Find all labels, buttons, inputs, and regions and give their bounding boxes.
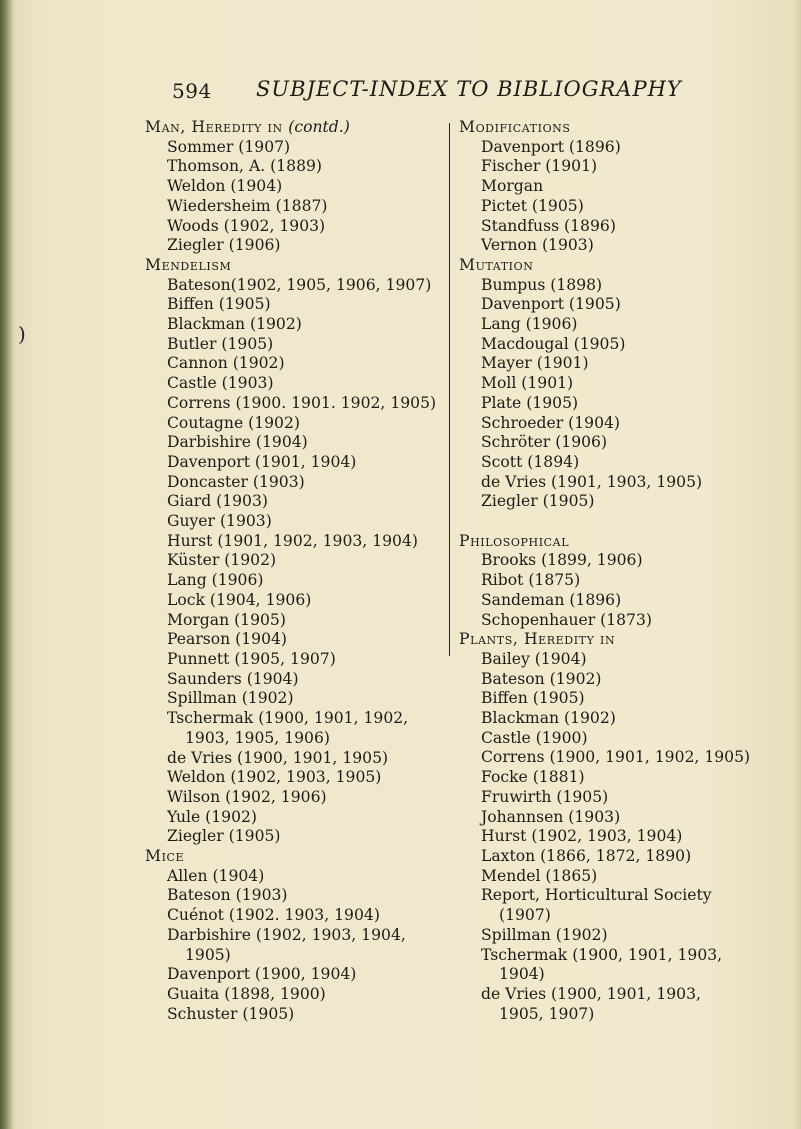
index-entry: Schröter (1906) bbox=[481, 433, 608, 452]
index-heading-label: Mendelism bbox=[145, 255, 232, 274]
index-entry: Castle (1900) bbox=[481, 728, 588, 747]
index-heading-label: Modifications bbox=[459, 118, 571, 136]
index-entry: Brooks (1899, 1906) bbox=[481, 551, 643, 570]
index-entry: Fruwirth (1905) bbox=[481, 787, 609, 806]
page-number: 594 bbox=[172, 79, 212, 103]
index-entry: Macdougal (1905) bbox=[481, 334, 626, 353]
index-entry: Guaita (1898, 1900) bbox=[167, 984, 326, 1003]
index-entry: Fischer (1901) bbox=[481, 157, 598, 176]
index-entry: Tschermak (1900, 1901, 1902, bbox=[167, 709, 409, 728]
index-entry: Punnett (1905, 1907) bbox=[167, 649, 336, 668]
index-entry: Morgan bbox=[481, 177, 544, 196]
index-entry: Yule (1902) bbox=[167, 807, 258, 826]
index-entry: Scott (1894) bbox=[481, 452, 580, 471]
index-entry: Correns (1900, 1901, 1902, 1905) bbox=[481, 748, 751, 767]
index-heading-label: Mice bbox=[145, 847, 185, 866]
index-entry: Morgan (1905) bbox=[167, 610, 286, 629]
index-entry: Hurst (1901, 1902, 1903, 1904) bbox=[167, 531, 418, 550]
index-entry: Cuénot (1902. 1903, 1904) bbox=[167, 906, 380, 925]
index-entry: Bumpus (1898) bbox=[481, 275, 603, 294]
index-entry: de Vries (1900, 1901, 1905) bbox=[167, 748, 389, 767]
index-entry: Woods (1902, 1903) bbox=[167, 216, 326, 235]
index-entry: Tschermak (1900, 1901, 1903, bbox=[481, 945, 723, 964]
index-entry: Spillman (1902) bbox=[481, 925, 608, 944]
index-entry: Correns (1900. 1901. 1902, 1905) bbox=[167, 393, 437, 412]
index-heading-continued: (contd.) bbox=[288, 118, 350, 136]
index-entry-continuation: 1905, 1907) bbox=[499, 1004, 595, 1023]
index-entry: Castle (1903) bbox=[167, 374, 274, 393]
index-entry: Weldon (1904) bbox=[167, 177, 283, 196]
page-right-edge bbox=[791, 0, 801, 1129]
index-entry: Küster (1902) bbox=[167, 551, 277, 570]
index-heading-label: Man, Heredity in bbox=[145, 118, 283, 136]
index-entry-continuation: (1907) bbox=[499, 906, 551, 925]
index-entry: Giard (1903) bbox=[167, 492, 268, 511]
index-entry: Schroeder (1904) bbox=[481, 413, 621, 432]
index-entry: Butler (1905) bbox=[167, 334, 274, 353]
index-entry: Mayer (1901) bbox=[481, 354, 589, 373]
index-heading bbox=[459, 630, 789, 650]
index-entry: Lang (1906) bbox=[481, 315, 578, 334]
index-entry: Schuster (1905) bbox=[167, 1004, 295, 1023]
running-title: SUBJECT-INDEX TO BIBLIOGRAPHY bbox=[256, 77, 682, 101]
index-entry: Pictet (1905) bbox=[481, 196, 584, 215]
index-entry-continuation: 1903, 1905, 1906) bbox=[185, 728, 330, 747]
index-entry: Standfuss (1896) bbox=[481, 216, 616, 235]
index-entry: Davenport (1905) bbox=[481, 295, 621, 314]
index-entry-continuation: 1905) bbox=[185, 945, 231, 964]
index-entry: Report, Horticultural Society bbox=[481, 886, 712, 905]
index-entry: Bateson(1902, 1905, 1906, 1907) bbox=[167, 275, 432, 294]
page-binding-edge bbox=[0, 0, 14, 1129]
index-entry: Darbishire (1902, 1903, 1904, bbox=[167, 925, 406, 944]
index-entry: Bateson (1902) bbox=[481, 669, 602, 688]
index-entry: Ribot (1875) bbox=[481, 571, 581, 590]
index-heading-label: Mutation bbox=[459, 255, 534, 274]
index-entry: de Vries (1900, 1901, 1903, bbox=[481, 984, 701, 1003]
index-entry: Cannon (1902) bbox=[167, 354, 285, 373]
index-entry: Mendel (1865) bbox=[481, 866, 598, 885]
index-entry: Thomson, A. (1889) bbox=[167, 157, 322, 176]
page-header bbox=[172, 77, 692, 103]
index-heading-label: Philosophical bbox=[459, 531, 570, 550]
index-heading bbox=[459, 532, 789, 552]
index-entry: Ziegler (1905) bbox=[481, 492, 595, 511]
index-heading bbox=[145, 118, 445, 138]
index-entry: Davenport (1900, 1904) bbox=[167, 965, 357, 984]
index-entry: Vernon (1903) bbox=[481, 236, 594, 255]
index-entry: Weldon (1902, 1903, 1905) bbox=[167, 768, 382, 787]
index-entry: Lang (1906) bbox=[167, 571, 264, 590]
index-entry: Lock (1904, 1906) bbox=[167, 590, 312, 609]
margin-bracket-mark: ) bbox=[18, 322, 26, 346]
index-entry: Coutagne (1902) bbox=[167, 413, 300, 432]
index-entry: Ziegler (1905) bbox=[167, 827, 281, 846]
index-column-right bbox=[459, 118, 789, 1024]
index-entry: Allen (1904) bbox=[167, 866, 265, 885]
index-entry: Davenport (1896) bbox=[481, 137, 621, 156]
index-heading bbox=[145, 847, 445, 867]
index-entry: de Vries (1901, 1903, 1905) bbox=[481, 472, 703, 491]
index-entry: Biffen (1905) bbox=[167, 295, 271, 314]
index-entry: Bateson (1903) bbox=[167, 886, 288, 905]
index-entry: Doncaster (1903) bbox=[167, 472, 305, 491]
index-entry: Focke (1881) bbox=[481, 768, 585, 787]
index-entry: Blackman (1902) bbox=[167, 315, 302, 334]
index-entry: Ziegler (1906) bbox=[167, 236, 281, 255]
index-entry: Johannsen (1903) bbox=[481, 807, 621, 826]
index-heading-label: Plants, Heredity in bbox=[459, 630, 616, 649]
index-entry: Bailey (1904) bbox=[481, 649, 587, 668]
index-entry: Saunders (1904) bbox=[167, 669, 299, 688]
index-entry: Pearson (1904) bbox=[167, 630, 288, 649]
index-entry: Moll (1901) bbox=[481, 374, 574, 393]
index-entry: Davenport (1901, 1904) bbox=[167, 452, 357, 471]
index-entry: Sommer (1907) bbox=[167, 137, 291, 156]
index-entry: Schopenhauer (1873) bbox=[481, 610, 652, 629]
index-spacer bbox=[459, 512, 789, 532]
index-entry: Laxton (1866, 1872, 1890) bbox=[481, 847, 692, 865]
index-entry: Plate (1905) bbox=[481, 393, 579, 412]
index-heading bbox=[459, 118, 789, 138]
index-entry: Blackman (1902) bbox=[481, 709, 616, 728]
index-entry: Hurst (1902, 1903, 1904) bbox=[481, 827, 683, 846]
index-entry: Wilson (1902, 1906) bbox=[167, 787, 327, 806]
index-heading bbox=[145, 256, 445, 276]
index-heading bbox=[459, 256, 789, 276]
index-entry-continuation: 1904) bbox=[499, 965, 545, 984]
index-entry: Spillman (1902) bbox=[167, 689, 294, 708]
index-entry: Guyer (1903) bbox=[167, 512, 272, 531]
index-entry: Biffen (1905) bbox=[481, 689, 585, 708]
index-entry: Darbishire (1904) bbox=[167, 433, 308, 452]
index-entry: Sandeman (1896) bbox=[481, 590, 622, 609]
index-entry: Wiedersheim (1887) bbox=[167, 196, 328, 215]
column-divider bbox=[449, 123, 450, 656]
index-column-left bbox=[145, 118, 445, 1024]
